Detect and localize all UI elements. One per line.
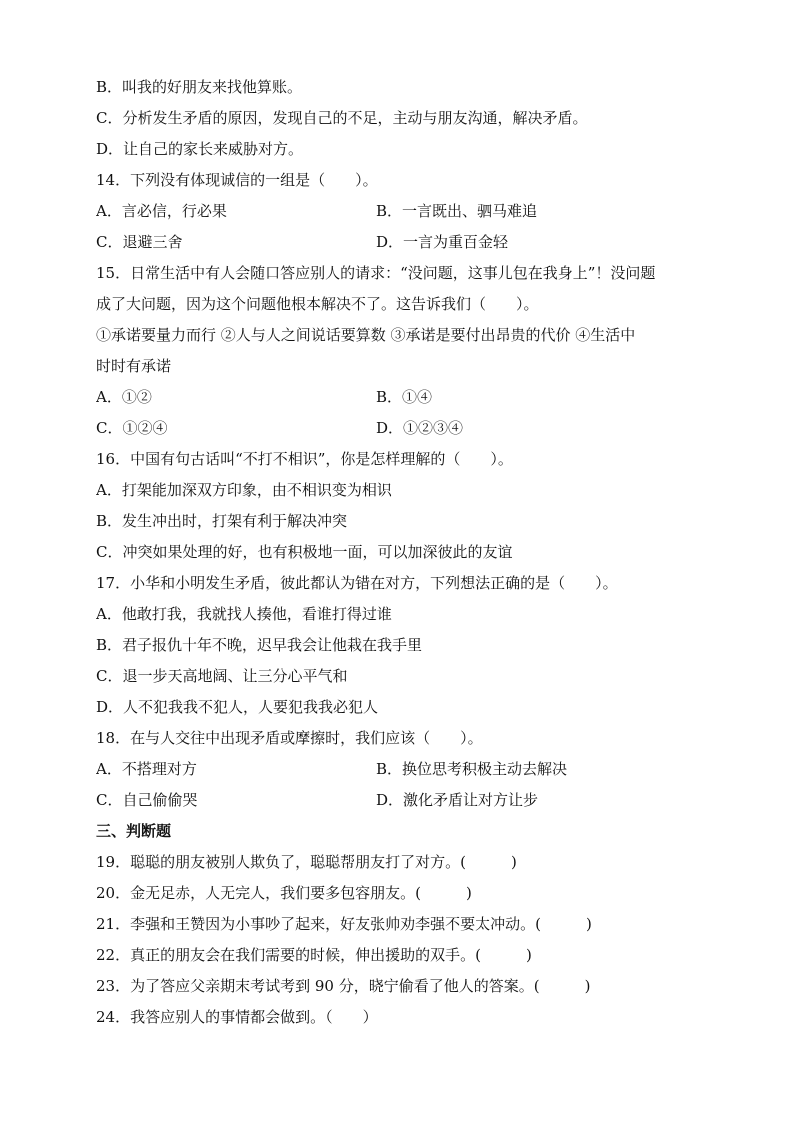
q15-options-row-2 — [96, 413, 706, 444]
q15-stem-line-2: 成了大问题，因为这个问题他根本解决不了。这告诉我们（ ）。 — [96, 295, 539, 313]
q15-stem-line-1: 15．日常生活中有人会随口答应别人的请求：“没问题，这事儿包在我身上”！没问题 — [96, 264, 656, 282]
q13-option-c: C．分析发生矛盾的原因，发现自己的不足，主动与朋友沟通，解决矛盾。 — [96, 109, 588, 127]
q17-option-c: C．退一步天高地阔、让三分心平气和 — [96, 667, 348, 685]
q18-option-c: C．自己偷偷哭 — [96, 791, 198, 809]
q14-option-c: C．退避三舍 — [96, 233, 183, 251]
q15-statements-line-2: 时时有承诺 — [96, 357, 172, 375]
judge-q22: 22．真正的朋友会在我们需要的时候，伸出援助的双手。( ) — [96, 946, 532, 964]
q14-options-row-2 — [96, 227, 706, 258]
q17-option-b: B．君子报仇十年不晚，迟早我会让他栽在我手里 — [96, 636, 423, 654]
q15-statements-line-1: ①承诺要量力而行 ②人与人之间说话要算数 ③承诺是要付出昂贵的代价 ④生活中 — [96, 326, 636, 344]
q15-option-d: D．①②③④ — [376, 419, 464, 437]
q17-stem: 17．小华和小明发生矛盾，彼此都认为错在对方，下列想法正确的是（ ）。 — [96, 574, 618, 592]
judge-q19: 19．聪聪的朋友被别人欺负了，聪聪帮朋友打了对方。( ) — [96, 853, 517, 871]
q17-option-a: A．他敢打我，我就找人揍他，看谁打得过谁 — [96, 605, 392, 623]
q16-option-a: A．打架能加深双方印象，由不相识变为相识 — [96, 481, 392, 499]
judge-q21: 21．李强和王赞因为小事吵了起来，好友张帅劝李强不要太冲动。( ) — [96, 915, 592, 933]
q14-option-a: A．言必信，行必果 — [96, 202, 227, 220]
q16-option-b: B．发生冲出时，打架有利于解决冲突 — [96, 512, 348, 530]
q18-options-row-1 — [96, 754, 706, 785]
section-title-judgement: 三、判断题 — [96, 822, 172, 840]
judge-q20: 20．金无足赤，人无完人，我们要多包容朋友。( ) — [96, 884, 472, 902]
q18-option-a: A．不搭理对方 — [96, 760, 197, 778]
q14-option-b: B．一言既出、驷马难追 — [376, 202, 538, 220]
q13-option-d: D．让自己的家长来威胁对方。 — [96, 140, 304, 158]
q18-option-b: B．换位思考积极主动去解决 — [376, 760, 568, 778]
q15-option-c: C．①②④ — [96, 419, 168, 437]
q15-option-a: A．①② — [96, 388, 152, 406]
q15-option-b: B．①④ — [376, 388, 433, 406]
q14-option-d: D．一言为重百金轻 — [376, 233, 509, 251]
q15-options-row-1 — [96, 382, 706, 413]
q13-option-b: B．叫我的好朋友来找他算账。 — [96, 78, 303, 96]
q18-option-d: D．激化矛盾让对方让步 — [376, 791, 539, 809]
q14-options-row-1 — [96, 196, 706, 227]
q16-option-c: C．冲突如果处理的好，也有积极地一面，可以加深彼此的友谊 — [96, 543, 513, 561]
q16-stem: 16．中国有句古话叫“不打不相识”，你是怎样理解的（ ）。 — [96, 450, 513, 468]
q18-options-row-2 — [96, 785, 706, 816]
q17-option-d: D．人不犯我我不犯人，人要犯我我必犯人 — [96, 698, 379, 716]
q14-stem: 14．下列没有体现诚信的一组是（ ）。 — [96, 171, 378, 189]
judge-q24: 24．我答应别人的事情都会做到。（ ） — [96, 1008, 378, 1026]
judge-q23: 23．为了答应父亲期末考试考到 90 分，晓宁偷看了他人的答案。( ) — [96, 977, 591, 995]
q18-stem: 18．在与人交往中出现矛盾或摩擦时，我们应该（ ）。 — [96, 729, 483, 747]
exam-page — [96, 72, 706, 1033]
